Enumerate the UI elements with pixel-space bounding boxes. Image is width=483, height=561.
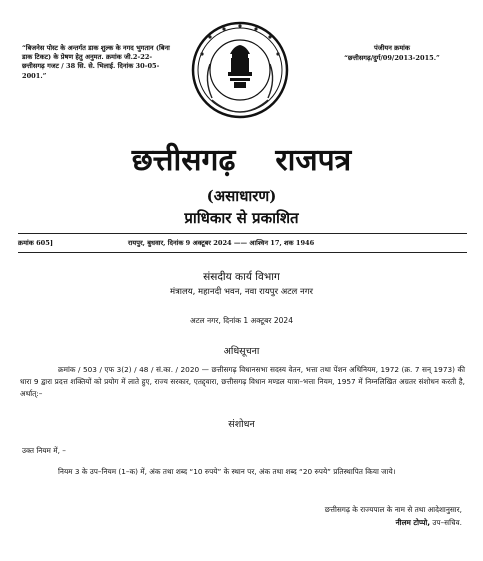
issue-date: रायपुर, बुधवार, दिनांक 9 अक्टूबर 2024 —— आश्विन 17, शक 1946: [128, 239, 315, 247]
department-address: मंत्रालय, महानदी भवन, नवा रायपुर अटल नगर: [169, 287, 313, 297]
notification-paragraph: क्रमांक / 503 / एफ 3(2) / 48 / सं.का. / 2020 — छत्तीसगढ़ विधानसभा सदस्य वेतन, भत्ता तथा पेंशन अधिनियम, 1972 (क्र. 7 सन् 1973) की धारा 9 द्वारा प्रदत्त शक्तियों को प्रयोग में लाते हुए, राज्य सरकार, एतद्द्वारा, छत्तीसगढ़ विधान मण्डल यात्रा–भत्ता नियम, 1957 में निम्नलिखित अग्रतर संशोधन करती है, अर्थात्:–: [20, 365, 465, 398]
said-rules-line: उक्त नियम में, –: [22, 446, 66, 455]
order-line: छत्तीसगढ़ के राज्यपाल के नाम से तथा आदेशानुसार,: [324, 505, 462, 514]
emblem-icon: [190, 20, 290, 120]
registration-number: “छत्तीसगढ़/दुर्ग/09/2013-2015.”: [344, 53, 440, 62]
notification-date: अटल नगर, दिनांक 1 अक्टूबर 2024: [190, 316, 293, 325]
heading-notification: अधिसूचना: [223, 346, 260, 357]
gazette-masthead: [0, 138, 483, 179]
published-by-authority: प्राधिकार से प्रकाशित: [184, 209, 299, 227]
top-rule: [18, 233, 467, 234]
signatory-name: नीलम टोप्पो,: [395, 518, 431, 527]
registration-label: पंजीयन क्रमांक: [374, 44, 410, 52]
heading-amendment: संशोधन: [228, 419, 255, 430]
signatory-designation: उप–सचिव.: [430, 518, 462, 527]
masthead-chhattisgarh: छत्तीसगढ़: [131, 143, 236, 178]
postal-note: “बिजनेस पोस्ट के अन्तर्गत डाक शुल्क के नगद भुगतान (बिना डाक टिकट) के प्रेषण हेतु अनुमत. क्रमांक जी.2-22-छत्तीसगढ़ गजट / 38 सि. से. भिलाई. दिनांक 30-05-2001.”: [22, 44, 170, 80]
state-emblem-seal: [190, 20, 290, 120]
bottom-rule: [18, 252, 467, 253]
issue-number: क्रमांक 605]: [18, 239, 53, 247]
masthead-rajpatra: राजपत्र: [275, 143, 352, 178]
department-name: संसदीय कार्य विभाग: [203, 271, 280, 283]
registration-block: [318, 44, 466, 63]
signature-line: [246, 518, 462, 528]
amendment-text: नियम 3 के उप–नियम (1–क) में, अंक तथा शब्द “10 रुपये” के स्थान पर, अंक तथा शब्द “20 रुपये” प्रतिस्थापित किया जाये।: [58, 467, 396, 476]
extraordinary-label: (असाधारण): [206, 187, 277, 205]
